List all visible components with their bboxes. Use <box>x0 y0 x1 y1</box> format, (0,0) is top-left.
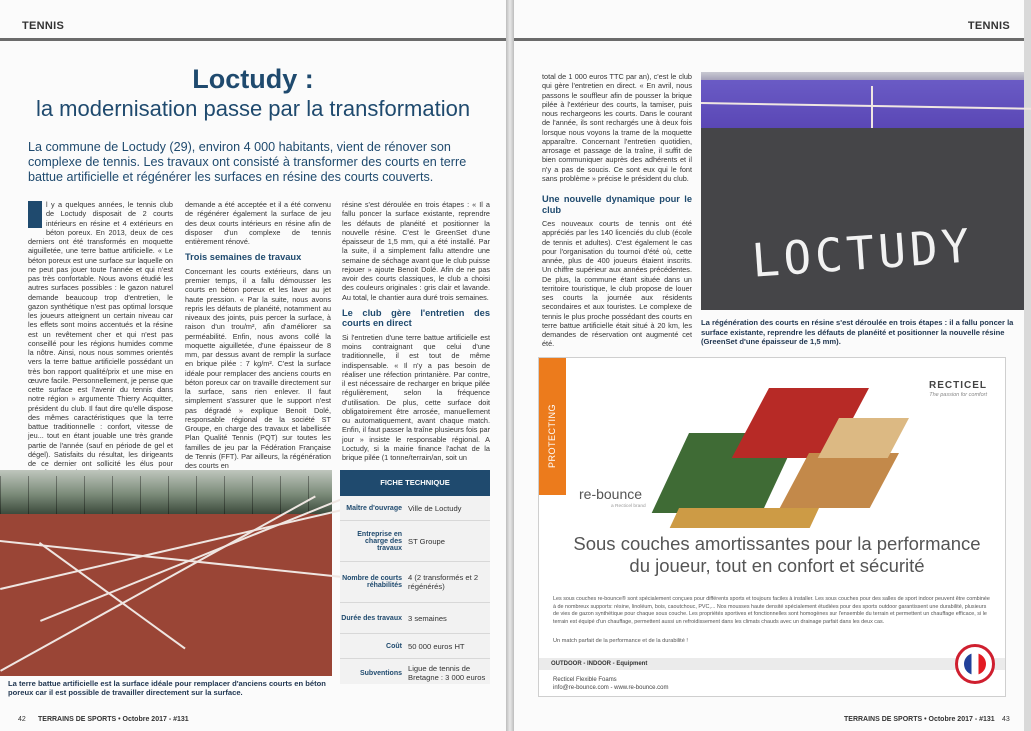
court-line <box>0 495 316 671</box>
fiche-row <box>340 659 490 687</box>
column-1-text: l y a quelques années, le tennis club de Loctudy disposait de 2 courts intérieurs en résine et 4 extérieurs en béton poreux. En 2013, deux de ces derniers ont été transformés en moquette aiguilletée, une terre battue artificielle. « Le béton poreux est une surface sur laquelle on ne peut pas jouer toute l'année et qui n'est pas très confortable. Nous avons étudié les autres surfaces possibles : le gazon naturel demande beaucoup trop d'entretien, le gazon synthétique n'est pas optimal lorsque les joueurs atteignent un certain niveau car les effets sont moins accentués et la résine est un revêtement cher et qui n'est pas conseillé pour les régions humides comme la nôtre. Ainsi, nous nous sommes orientés vers la terre battue artificielle possédant un très bon rapport qualité/prix et une mise en œuvre facile. Personnellement, je pense que cette surface est l'avenir du tennis dans notre région » argumente Thierry Acquitter, président du club. Il faut dire qu'elle dispose des mêmes caractéristiques que la terre battue traditionnelle : confort, vitesse de jeu... tout en étant jouable une très grande partie de l'année (sauf en période de gel et dégel). Satisfaits du résultat, les dirigeants de ce dernier ont sollicité les élus pour <box>28 200 173 468</box>
made-in-france-badge-icon <box>955 644 995 684</box>
fiche-label: Subventions <box>359 669 402 677</box>
fiche-value: ST Groupe <box>408 536 446 546</box>
court-line <box>40 496 347 621</box>
photo-caption-left: La terre battue artificielle est la surface idéale pour remplacer d'anciens courts en béton poreux car il est possible de travailler directement sur la surface. <box>8 679 326 698</box>
recticel-tagline: The passion for comfort <box>929 392 987 398</box>
fiche-value: 4 (2 transformés et 2 régénérés) <box>408 573 479 591</box>
ad-category-bar: OUTDOOR - INDOOR - Equipment <box>539 658 1005 670</box>
section-tag-right: TENNIS <box>967 20 1010 32</box>
ad-contact-web: info@re-bounce.com - www.re-bounce.com <box>553 685 669 691</box>
article-subtitle: la modernisation passe par la transformation <box>35 96 471 121</box>
left-page <box>0 0 506 731</box>
column-4a-text: total de 1 000 euros TTC par an), c'est le club qui gère l'entretien en direct. « En avril, nous passons le souffleur afin de pousser la brique pilée à l'extérieur des courts, la tamiser, puis nous rechargeons les courts. Dans le courant de l'année, ils sont rechargés une à deux fois lorsque nous voyons la trame de la moquette apparaître. Concernant l'entretien quotidien, arrosage et passage de la traîne, il suffit de bien communiquer auprès des adhérents et il n'y a pas de soucis. Ce sont eux qui le font sans problème » précise le président du club. <box>542 72 692 183</box>
column-3a-text: résine s'est déroulée en trois étapes : « Il a fallu poncer la surface existante, reprendre les défauts de planéité et positionner la nouvelle résine. C'est le GreenSet d'une épaisseur de 1,5 mm, qui a été installé. Par la suite, il a simplement fallu attendre une semaine de séchage avant que le club puisse rejouer » ajoute Benoit Dolé. Afin de ne pas avoir des courts classiques, le club a choisi des couleurs originales : gris clair et lavande. Au total, le chantier aura duré trois semaines. <box>342 200 490 302</box>
fiche-label: Maître d'ouvrage <box>346 504 402 512</box>
fiche-label: Durée des travaux <box>341 614 402 622</box>
subheading-trois-semaines: Trois semaines de travaux <box>185 252 302 263</box>
court-line <box>871 86 873 128</box>
fiche-technique <box>340 470 490 684</box>
fiche-title: FICHE TECHNIQUE <box>340 470 490 496</box>
magazine-gutter <box>506 0 514 731</box>
ad-contact-company: Recticel Flexible Foams <box>553 677 617 683</box>
ad-contact <box>553 676 668 692</box>
photo-caption-right: La régénération des courts en résine s'est déroulée en trois étapes : il a fallu poncer la surface existante, reprendre les défauts de planéité et positionner la nouvelle résine (GreenSet d'une épaisseur de 1,5 mm). <box>701 318 1014 347</box>
fiche-value: Ville de Loctudy <box>408 503 462 513</box>
rebounce-tagline: a Recticel brand <box>611 504 646 509</box>
article-title: Loctudy : <box>192 64 314 94</box>
article-column-1 <box>28 200 173 466</box>
fiche-row <box>340 496 490 521</box>
fiche-row <box>340 603 490 634</box>
page-number-right: 43 <box>1002 716 1010 723</box>
clay-court-photo <box>0 470 332 676</box>
header-rule-right <box>514 38 1024 41</box>
drop-cap <box>28 201 42 228</box>
ad-body-text: Les sous couches re-bounce® sont spécialement conçues pour différents sports et toujours faciles à installer. Les sous couches pour des salles de sport indoor peuvent être combinée à de nombreux supports: résine, linoléum, bois, caoutchouc, PVC,... Nos mousses haute densité spécialement étudiées pour des sports outdoor garantissent une durabilité, plusieurs de vies de gazon synthétique pour chaque sous couche. Les propriétés sportives et fonctionnelles sont homogènes sur l'ensemble du terrain et permettent un chauffage efficace, si le terrain est équipé d'un chauffage, permettent aussi un refroidissement dans les climats chauds avec un drainage parfait dans les deux cas. <box>553 596 990 625</box>
fiche-label: Entreprise en charge des travaux <box>357 530 402 552</box>
footer-right: TERRAINS DE SPORTS • Octobre 2017 - #131 <box>844 716 995 723</box>
article-column-4b <box>542 192 692 349</box>
fence-mesh <box>0 476 332 514</box>
subheading-dynamique: Une nouvelle dynamique pour le club <box>542 194 692 215</box>
article-lead: La commune de Loctudy (29), environ 4 000 habitants, vient de rénover son complexe de tennis. Les travaux ont consisté à transformer des courts en terre battue artificielle et régénérer les surfaces en résine des courts couverts. <box>28 140 467 185</box>
article-column-4a <box>542 72 692 192</box>
wood-floor-sample <box>780 453 899 508</box>
article-column-2 <box>185 200 331 470</box>
fiche-row <box>340 521 490 562</box>
right-page <box>514 0 1024 731</box>
column-3b-text: Si l'entretien d'une terre battue artificielle est moins contraignant que celui d'une traditionnelle, il est tout de même indispensable. « Il n'y a pas besoin de réaliser une réfection printanière. Par contre, il est nécessaire de recharger en brique pilée régulièrement, selon la fréquence d'utilisation. De plus, cette surface doit obligatoirement être arrosée, manuellement ou automatiquement, avant chaque match. Enfin, il faut passer la traîne plusieurs fois par jour » insiste le responsable régional. A Loctudy, si la mairie finance l'achat de la brique pilée (1 tonne/terrain/an, soit un <box>342 332 490 462</box>
column-2a-text: demande a été acceptée et il a été convenu de régénérer également la surface de jeu des deux courts intérieurs en résine afin de disposer d'un complexe de tennis entièrement rénové. <box>185 200 331 246</box>
subheading-entretien: Le club gère l'entretien des courts en direct <box>342 307 490 329</box>
ad-band-text: PROTECTING <box>547 403 557 468</box>
section-tag-left: TENNIS <box>22 20 65 32</box>
column-4b-text: Ces nouveaux courts de tennis ont été appréciés par les 140 licenciés du club (école de tennis et adultes). C'est également le cas pour l'organisation du tournoi d'été où, cette année, plus de 400 joueurs étaient inscrits. Un chiffre supérieur aux années précédentes. De plus, la commune étant située dans un territoire touristique, le club propose de louer ses courts la journée aux résidents secondaires et aux touristes. Le complexe de tennis le plus proche possédant des courts en terre battue artificielle était situé à 20 km, les demandes de réservation ont augmenté cet été. <box>542 219 692 349</box>
fiche-value: 3 semaines <box>408 613 447 623</box>
ad-side-band <box>539 358 566 495</box>
column-2b-text: Concernant les courts extérieurs, dans un premier temps, il a fallu démousser les courts en béton poreux et les laver au jet haute pression. « Par la suite, nous avons repris les défauts de planéité, notamment au niveaux des joints, puis percer la surface, à raison d'un trou/m², afin d'améliorer sa perméabilité. Enfin, nous avons collé la moquette aiguilletée, d'une épaisseur de 8 mm, par dessus avant de remplir la surface en brique pilée : 7 kg/m². C'est la surface idéale pour remplacer des anciens courts en béton poreux car on travaille directement sur la surface, sans rien enlever. Il faut simplement s'assurer que le support n'est pas dégradé » explique Benoit Dolé, responsable régional de la société ST Groupe, en charge des travaux et labellisée Plan Qualité Tennis (PQT) sur toutes les familles de jeu par la Fédération Française de Tennis (FFT). Par ailleurs, la régénération des courts en <box>185 266 331 470</box>
rebounce-logo: re-bounce <box>579 486 643 502</box>
resin-court-photo <box>701 72 1024 310</box>
court-painted-text: LOCTUDY <box>749 218 976 288</box>
header-rule-left <box>0 38 506 41</box>
fiche-label: Nombre de courts réhabilités <box>342 575 402 589</box>
foam-layer <box>670 508 819 528</box>
fiche-row <box>340 562 490 603</box>
fiche-row <box>340 634 490 659</box>
fiche-value: 50 000 euros HT <box>408 641 465 651</box>
ad-tagline: Un match parfait de la performance et de la durabilité ! <box>553 638 688 644</box>
article-column-3 <box>342 200 490 466</box>
recticel-logo: RECTICEL <box>929 380 987 391</box>
fiche-label: Coût <box>386 642 402 650</box>
ad-headline: Sous couches amortissantes pour la performance du joueur, tout en confort et sécurité <box>573 533 981 576</box>
footer-left: TERRAINS DE SPORTS • Octobre 2017 - #131 <box>38 716 189 723</box>
page-number-left: 42 <box>18 716 26 723</box>
recticel-advertisement <box>538 357 1006 697</box>
fiche-value: Ligue de tennis de Bretagne : 3 000 euros <box>408 664 486 682</box>
